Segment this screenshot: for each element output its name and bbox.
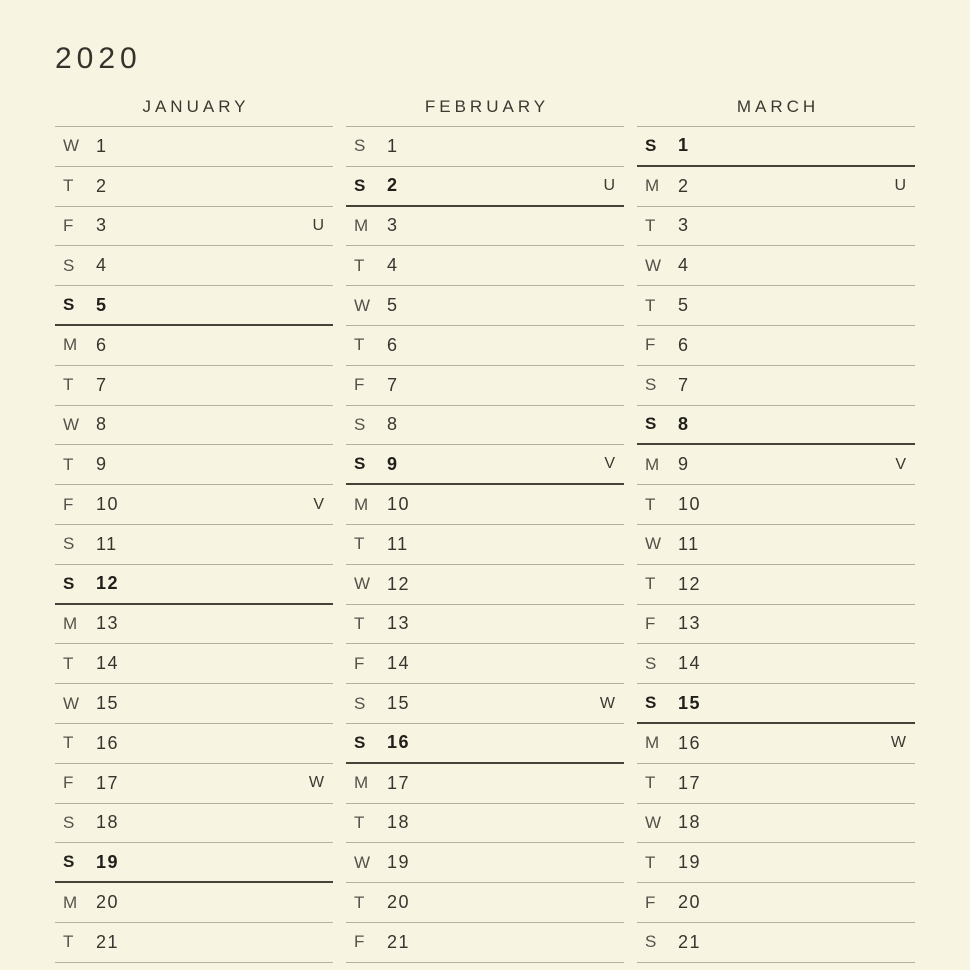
day-row: [637, 804, 915, 844]
day-number: 14: [387, 653, 411, 674]
day-letter: W: [645, 812, 663, 832]
day-number: 15: [678, 692, 702, 713]
day-letter: W: [354, 852, 372, 872]
day-number: 18: [387, 812, 411, 833]
day-row: [55, 366, 333, 406]
day-number: 16: [96, 732, 120, 753]
day-letter: T: [354, 534, 366, 554]
day-number: 4: [387, 255, 399, 276]
day-number: 1: [96, 135, 108, 156]
day-row: [637, 366, 915, 406]
day-row: [637, 167, 915, 207]
day-row: [346, 724, 624, 764]
day-letter: S: [354, 414, 367, 434]
day-number: 2: [387, 175, 399, 196]
day-number: 10: [96, 494, 120, 515]
day-letter: S: [63, 812, 76, 832]
day-row: [55, 804, 333, 844]
day-letter: F: [354, 653, 366, 673]
day-number: 9: [387, 453, 399, 474]
day-row: [55, 326, 333, 366]
day-number: 1: [678, 135, 690, 156]
day-row: [55, 445, 333, 485]
day-number: 10: [678, 494, 702, 515]
day-row: [346, 366, 624, 406]
day-letter: F: [63, 494, 75, 514]
day-letter: W: [63, 693, 81, 713]
day-number: 13: [678, 613, 702, 634]
day-letter: S: [63, 255, 76, 275]
day-row: [346, 923, 624, 963]
day-letter: S: [354, 136, 367, 156]
month-name: MARCH: [736, 97, 820, 116]
moon-phase-marker: V: [604, 455, 615, 473]
day-row: [55, 525, 333, 565]
day-letter: T: [645, 773, 657, 793]
month-header: [637, 88, 915, 127]
day-row: [637, 207, 915, 247]
day-row: [346, 804, 624, 844]
day-number: 13: [96, 613, 120, 634]
day-row: [55, 764, 333, 804]
day-row: [637, 485, 915, 525]
day-number: 9: [96, 454, 108, 475]
day-letter: W: [645, 255, 663, 275]
moon-phase-marker: V: [313, 495, 324, 513]
day-letter: T: [645, 494, 657, 514]
day-letter: S: [63, 573, 76, 593]
day-row: [637, 445, 915, 485]
day-row: [346, 605, 624, 645]
moon-phase-marker: W: [308, 774, 324, 792]
day-number: 21: [387, 931, 411, 952]
month-column-march: [637, 88, 915, 963]
day-row: [637, 883, 915, 923]
day-number: 6: [96, 334, 108, 355]
day-row: [637, 127, 915, 167]
day-letter: S: [63, 295, 76, 315]
day-letter: M: [63, 892, 79, 912]
day-letter: S: [645, 135, 658, 155]
day-letter: S: [645, 653, 658, 673]
day-row: [55, 923, 333, 963]
day-row: [346, 684, 624, 724]
day-row: [637, 843, 915, 883]
day-number: 12: [96, 573, 120, 594]
day-row: [637, 684, 915, 724]
day-letter: M: [645, 454, 661, 474]
day-row: [346, 485, 624, 525]
day-number: 15: [387, 693, 411, 714]
day-number: 21: [678, 931, 702, 952]
day-row: [55, 167, 333, 207]
day-number: 16: [678, 732, 702, 753]
month-name: JANUARY: [142, 97, 250, 116]
day-row: [637, 644, 915, 684]
day-number: 7: [678, 374, 690, 395]
day-row: [346, 644, 624, 684]
day-letter: S: [354, 454, 367, 474]
day-number: 8: [96, 414, 108, 435]
day-letter: T: [354, 255, 366, 275]
day-row: [346, 525, 624, 565]
moon-phase-marker: U: [312, 216, 324, 234]
day-number: 20: [387, 892, 411, 913]
day-letter: F: [645, 335, 657, 355]
day-letter: F: [645, 892, 657, 912]
day-row: [55, 485, 333, 525]
day-number: 7: [387, 374, 399, 395]
day-letter: W: [63, 136, 81, 156]
day-number: 8: [678, 413, 690, 434]
day-letter: T: [63, 932, 75, 952]
day-number: 9: [678, 454, 690, 475]
day-number: 20: [96, 892, 120, 913]
day-row: [346, 565, 624, 605]
day-letter: S: [645, 375, 658, 395]
day-row: [346, 246, 624, 286]
day-row: [55, 406, 333, 446]
day-letter: F: [63, 773, 75, 793]
day-letter: T: [645, 295, 657, 315]
day-number: 21: [96, 931, 120, 952]
month-rows: [637, 127, 915, 963]
month-header: [55, 88, 333, 127]
day-letter: S: [354, 732, 367, 752]
moon-phase-marker: W: [599, 694, 615, 712]
day-letter: T: [354, 613, 366, 633]
month-column-february: [346, 88, 624, 963]
day-letter: S: [645, 414, 658, 434]
month-header: [346, 88, 624, 127]
day-row: [346, 167, 624, 207]
day-row: [55, 724, 333, 764]
day-row: [346, 883, 624, 923]
day-row: [637, 286, 915, 326]
day-letter: M: [645, 733, 661, 753]
day-letter: S: [63, 852, 76, 872]
day-letter: S: [63, 534, 76, 554]
day-row: [637, 605, 915, 645]
day-letter: T: [645, 852, 657, 872]
day-letter: S: [645, 693, 658, 713]
day-letter: S: [354, 693, 367, 713]
day-number: 12: [387, 573, 411, 594]
day-number: 8: [387, 414, 399, 435]
day-number: 14: [678, 653, 702, 674]
day-row: [346, 843, 624, 883]
day-row: [55, 127, 333, 167]
day-letter: T: [63, 733, 75, 753]
day-number: 12: [678, 573, 702, 594]
day-number: 19: [96, 851, 120, 872]
day-number: 2: [96, 175, 108, 196]
day-number: 11: [96, 533, 118, 554]
day-row: [637, 764, 915, 804]
day-row: [55, 565, 333, 605]
day-letter: W: [63, 414, 81, 434]
day-number: 3: [678, 215, 690, 236]
day-row: [346, 406, 624, 446]
months-grid: [55, 88, 915, 963]
day-number: 4: [96, 255, 108, 276]
day-number: 17: [678, 772, 702, 793]
day-number: 11: [387, 533, 409, 554]
day-row: [346, 207, 624, 247]
day-number: 3: [387, 215, 399, 236]
day-letter: T: [645, 574, 657, 594]
day-row: [637, 406, 915, 446]
day-letter: M: [63, 613, 79, 633]
day-letter: F: [645, 613, 657, 633]
day-row: [346, 127, 624, 167]
day-row: [346, 445, 624, 485]
day-row: [637, 923, 915, 963]
day-number: 2: [678, 175, 690, 196]
day-number: 19: [678, 852, 702, 873]
day-letter: M: [354, 773, 370, 793]
day-number: 18: [678, 812, 702, 833]
day-row: [55, 605, 333, 645]
moon-phase-marker: U: [894, 177, 906, 195]
day-number: 6: [678, 334, 690, 355]
moon-phase-marker: V: [895, 455, 906, 473]
day-number: 5: [96, 294, 108, 315]
day-row: [55, 246, 333, 286]
day-letter: T: [354, 335, 366, 355]
day-number: 13: [387, 613, 411, 634]
day-letter: M: [354, 215, 370, 235]
month-column-january: [55, 88, 333, 963]
day-row: [55, 644, 333, 684]
day-letter: W: [645, 534, 663, 554]
moon-phase-marker: W: [890, 734, 906, 752]
day-row: [346, 764, 624, 804]
day-number: 17: [387, 772, 411, 793]
day-row: [637, 565, 915, 605]
day-row: [637, 246, 915, 286]
day-letter: S: [354, 175, 367, 195]
day-number: 14: [96, 653, 120, 674]
day-letter: T: [645, 215, 657, 235]
month-rows: [55, 127, 333, 963]
day-letter: T: [63, 653, 75, 673]
year-title: 2020: [55, 42, 142, 75]
day-row: [55, 207, 333, 247]
day-letter: W: [354, 574, 372, 594]
day-letter: T: [63, 176, 75, 196]
day-number: 1: [387, 135, 399, 156]
day-row: [55, 883, 333, 923]
day-number: 5: [387, 295, 399, 316]
day-number: 18: [96, 812, 120, 833]
day-letter: S: [645, 932, 658, 952]
day-number: 17: [96, 772, 120, 793]
day-row: [637, 525, 915, 565]
day-number: 6: [387, 334, 399, 355]
day-letter: M: [645, 176, 661, 196]
month-name: FEBRUARY: [424, 97, 550, 116]
day-letter: M: [63, 335, 79, 355]
day-row: [346, 326, 624, 366]
day-letter: F: [354, 375, 366, 395]
day-letter: W: [354, 295, 372, 315]
day-number: 7: [96, 374, 108, 395]
moon-phase-marker: U: [603, 176, 615, 194]
day-row: [637, 326, 915, 366]
day-letter: T: [354, 812, 366, 832]
day-row: [55, 684, 333, 724]
day-letter: T: [63, 454, 75, 474]
day-letter: F: [63, 215, 75, 235]
day-number: 4: [678, 255, 690, 276]
day-letter: T: [63, 375, 75, 395]
day-number: 16: [387, 732, 411, 753]
month-rows: [346, 127, 624, 963]
day-number: 3: [96, 215, 108, 236]
day-row: [55, 286, 333, 326]
day-number: 19: [387, 852, 411, 873]
day-row: [55, 843, 333, 883]
day-number: 10: [387, 494, 411, 515]
day-letter: T: [354, 892, 366, 912]
day-row: [346, 286, 624, 326]
day-number: 11: [678, 533, 700, 554]
day-number: 15: [96, 693, 120, 714]
day-letter: F: [354, 932, 366, 952]
day-number: 20: [678, 892, 702, 913]
day-letter: M: [354, 494, 370, 514]
day-number: 5: [678, 295, 690, 316]
day-row: [637, 724, 915, 764]
